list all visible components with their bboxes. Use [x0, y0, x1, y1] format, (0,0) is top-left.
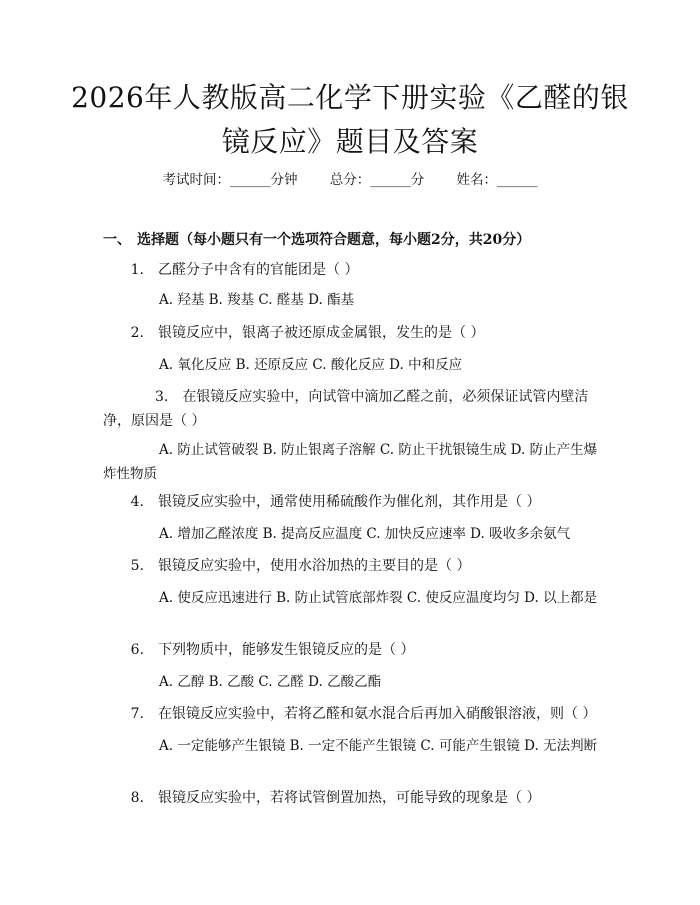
question-4: [103, 490, 603, 514]
question-8: [103, 786, 603, 810]
section-title: 选择题（每小题只有一个选项符合题意，每小题2分，共20分）: [137, 232, 531, 248]
question-text: 在银镜反应实验中，向试管中滴加乙醛之前，必须保证试管内壁洁净，原因是（ ）: [103, 389, 589, 429]
page-title: 2026年人教版高二化学下册实验《乙醛的银镜反应》题目及答案: [71, 81, 629, 158]
question-number: 5.: [130, 558, 144, 574]
question-3: [103, 385, 603, 433]
question-number: 1.: [130, 262, 144, 278]
question-number: 7.: [130, 706, 144, 722]
question-text: 银镜反应实验中，使用水浴加热的主要目的是（ ）: [158, 558, 471, 574]
question-number: 8.: [130, 790, 144, 806]
question-5-options: A. 使反应迅速进行 B. 防止试管底部炸裂 C. 使反应温度均匀 D. 以上都是: [159, 590, 598, 606]
question-text: 在银镜反应实验中，若将乙醛和氨水混合后再加入硝酸银溶液，则（ ）: [158, 706, 597, 722]
question-1: [103, 258, 603, 282]
total-score: 总分：______分: [329, 172, 425, 188]
question-7: [103, 702, 603, 726]
section-number: 一、: [103, 232, 131, 248]
question-4-options: A. 增加乙醛浓度 B. 提高反应温度 C. 加快反应速率 D. 吸收多余氨气: [159, 526, 571, 542]
question-text: 银镜反应实验中，通常使用稀硫酸作为催化剂，其作用是（ ）: [158, 494, 541, 510]
section-heading: [103, 229, 530, 249]
question-2: [103, 321, 603, 345]
exam-meta: [0, 168, 700, 188]
question-6: [103, 638, 603, 662]
question-text: 下列物质中，能够发生银镜反应的是（ ）: [158, 642, 415, 658]
question-text: 银镜反应实验中，若将试管倒置加热，可能导致的现象是（ ）: [158, 790, 541, 806]
question-2-options: A. 氧化反应 B. 还原反应 C. 酸化反应 D. 中和反应: [159, 357, 463, 373]
question-text: 银镜反应中，银离子被还原成金属银，发生的是（ ）: [158, 325, 485, 341]
question-number: 3.: [155, 389, 169, 405]
student-name: 姓名：______: [456, 172, 538, 188]
question-3-options: A. 防止试管破裂 B. 防止银离子溶解 C. 防止干扰银镜生成 D. 防止产生爆炸性物质: [103, 442, 598, 482]
exam-time: 考试时间：______分钟: [162, 172, 298, 188]
question-number: 2.: [130, 325, 144, 341]
question-5: [103, 554, 603, 578]
question-number: 6.: [130, 642, 144, 658]
question-number: 4.: [130, 494, 144, 510]
question-text: 乙醛分子中含有的官能团是（ ）: [158, 262, 359, 278]
question-7-options: A. 一定能够产生银镜 B. 一定不能产生银镜 C. 可能产生银镜 D. 无法判断: [159, 738, 598, 754]
question-6-options: A. 乙醇 B. 乙酸 C. 乙醛 D. 乙酸乙酯: [159, 674, 382, 690]
question-1-options: A. 羟基 B. 羧基 C. 醛基 D. 酯基: [159, 292, 355, 308]
